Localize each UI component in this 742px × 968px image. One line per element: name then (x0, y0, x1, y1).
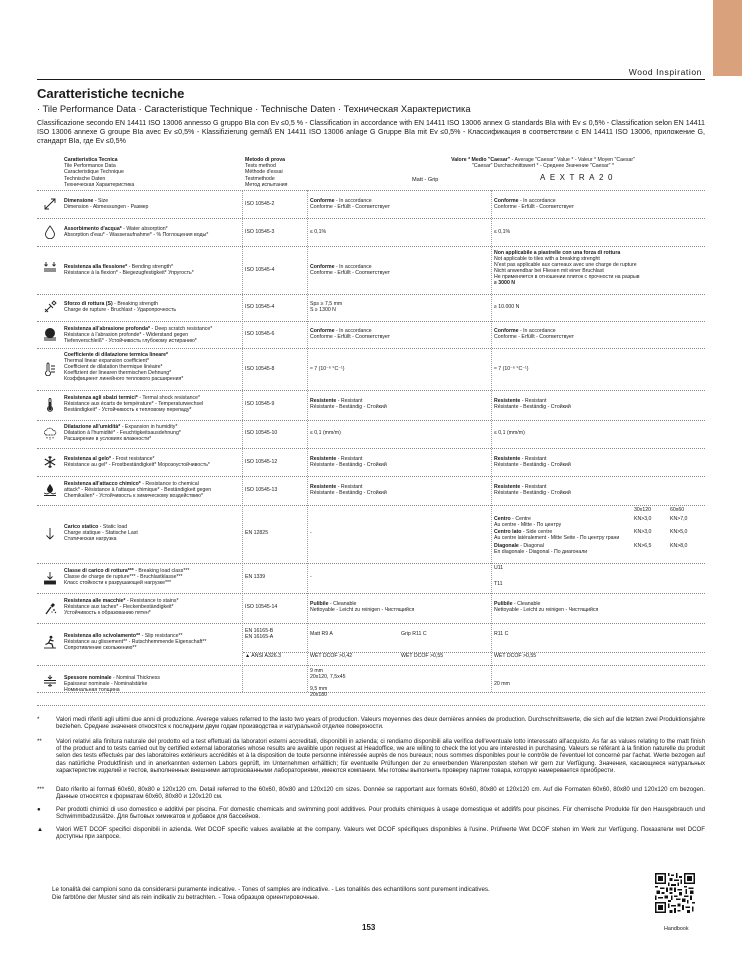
thermal-expansion-icon (43, 362, 57, 376)
row-method: ISO 10545-4 (245, 267, 275, 273)
load-class-v1: U11 (494, 565, 504, 571)
table-row (37, 190, 705, 218)
thickness-icon (43, 674, 57, 688)
table-row (37, 420, 705, 448)
row-label: Carico statico - Static load Charge statique - Statische Last Статическая нагрузка (64, 524, 138, 542)
header-method (245, 157, 287, 188)
static-diag-v1: KN>6,5 (634, 543, 652, 549)
row-label: Resistenza alle macchie* - Resistance to stains* Résistance aux taches* - Fleckenbeständigkeit* Устойчивость к образованию пятен* (64, 598, 179, 616)
slip-icon (43, 635, 57, 649)
table-row (37, 448, 705, 476)
row-value-matt: Conforme - In accordance Conforme - Erfüllt - Соответствует (310, 264, 390, 276)
row-value-matt: Sp≥ ≥ 7,5 mm S ≥ 1300 N (310, 301, 343, 313)
row-label: Dilatazione all'umidità* - Expansion in humidity* Dilatation à l'humidité* - Feuchtigkeitsausdehnung* Расширение в условиях влажности* (64, 424, 181, 442)
header-method-title: Metodo di prova (245, 157, 286, 163)
row-value-matt: Pulibile - Cleanable Nettoyable - Leicht zu reinigen - Чистящийся (310, 601, 415, 613)
header-method-line: Méthode d'essai (245, 169, 283, 176)
classification-text: Classificazione secondo EN 14411 ISO 13006 annesso G gruppo BIa con Ev ≤0,5 % - Classification in accordance with EN 14411 ISO 13006 annex G standards BIa with Ev ≤ 0,5% - Classification selon EN 14411 ISO 13006 annexe G groupe BIa avec Ev ≤0,5% - Klassifizierung gemäß EN 14411 ISO 13006 anlage G Gruppe BIa mit Ev ≤0,5% - Классификация в соответствии с EN 14411 ISO 13006, приложение G, стандарт BIa, где Ev ≤0,5% (37, 119, 705, 145)
page-number: 153 (362, 923, 376, 932)
row-method: ISO 10545-12 (245, 459, 278, 465)
row-value-aextra: ≤ 0,1% (494, 229, 511, 235)
row-value-aextra: Non applicabile a piastrelle con una forza di rottura Not applicable to tiles with a breaking strenght N'est pas applicable aux carreaux avec une charge de rupture Nicht anwendbar bei Fliesen mit einer Bruchlast Не применяется в отношении плиток с прочности на разрыв ≥ 3000 N (494, 250, 640, 286)
load-class-v2: T11 (494, 581, 503, 587)
row-label: Resistenza al gelo* - Frost resistance* Résistance au gel* - Frostbeständigkeit* Морозоустойчивость* (64, 456, 210, 468)
stain-icon (43, 601, 57, 615)
static-centro-label: Centro - Centre Au centre - Mitte - По центру (494, 516, 562, 528)
static-lato-label: Centro lato - Side centre Au centre latéralement - Mitte Seite - По центру грани (494, 529, 620, 541)
header-matt-grip: Matt - Grip (412, 177, 439, 183)
table-row (37, 593, 705, 623)
footnote-mark: ** (37, 738, 42, 745)
ansi-grip-value: WET DCOF >0,55 (401, 653, 444, 659)
slip-grip-value: Grip R11 C (401, 631, 427, 637)
row-value-aextra: Pulibile - Cleanable Nettoyable - Leicht zu reinigen - Чистящийся (494, 601, 599, 613)
static-load-col-30x120: 30x120 (634, 507, 652, 513)
static-lato-v1: KN>3,0 (634, 529, 652, 535)
row-value-aextra: ≤ 0,1 (mm/m) (494, 430, 525, 436)
footnote (37, 786, 705, 800)
row-method: ISO 10545-2 (245, 201, 275, 207)
header-characteristic (64, 157, 134, 188)
disclaimer-line: Die farbtöne der Muster sind als rein indikativ zu betrachten. - Тона образцов ориентировочные. (52, 893, 320, 901)
static-load-icon (43, 527, 57, 541)
row-value-aextra: Resistente - Resistant Résistante - Beständig - Стойкий (494, 484, 571, 496)
row-value-aextra: Resistente - Resistant Résistante - Beständig - Стойкий (494, 456, 571, 468)
footnote (37, 738, 705, 774)
static-centro-v2: KN>7,0 (670, 516, 688, 522)
row-label: Assorbimento d'acqua* - Water absorption* Absorption d'eau* - Wasseraufnahme* - % Поглощения воды* (64, 226, 209, 238)
table-row (37, 348, 705, 390)
row-method: ISO 10545-9 (245, 401, 275, 407)
load-class-icon (43, 571, 57, 585)
static-lato-v2: KN>5,0 (670, 529, 688, 535)
footnote-text: Per prodotti chimici di uso domestico e additivi per piscina. For domestic chemicals and swimming pool additives. Pour produits chimiques à usage domestique et addififs pour piscines. Für chemische Produkte für den Hausgebrauch und Schwimmbadzusätze. Для бытовых химикатов и добавок для бассейнов. (56, 806, 705, 821)
thermometer-icon (43, 398, 57, 412)
thickness-aextra-value: 20 mm (494, 681, 510, 687)
row-value-aextra: Conforme - In accordance Conforme - Erfüllt - Соответствует (494, 198, 574, 210)
footnote-text: Valori relativi alla finitura naturale del prodotto ed a test effettuati da laboratori esterni accreditati, disponibili in azienda; ci rendiamo disponibili alla verifica dell'eventuale lotto interessato all'acquisto. As far as values relating to the matt finish of the product and to tests carried out by certified external laboratories whose results are avalible upon request at Headoffice, we are willing to check the lot you are interested in purchasing. Valeurs se référant à la finition naturelle du produit selon des tests effectués par des laboratoires extérieurs accrédités et à la disposition de toute personne intéressée auprès de nos bureaux; nous sommes disponibles pour le contrôle de l'eventuel lot concerné par l'achat. Werte bezogen auf das natürliche Produktfinish und in anerkannten externen Labors geprüft, im Unternehmen erhältlich; für eventuelle Prüfungen der zu erwerbenden Warenposten stehen wir gern zur Verfügung. Значения, касающиеся натуральных характеристик изделий и тестов, выполненных внешними авторизованными лабораториями, имеются компании. Мы готовы выполнить проверку партии товара, которую намеревается приобрести. (56, 738, 705, 774)
row-value-aextra: Resistente - Resistant Résistante - Beständig - Стойкий (494, 398, 571, 410)
row-label: Resistenza allo scivolamento** - Slip resistance** Résistance au glissement** - Rutschhemmende Eigenschaft** Сопротивление скольжению** (64, 633, 207, 651)
footnote-mark: ▲ (37, 826, 44, 833)
header-aextra: AEXTRA20 (540, 173, 617, 182)
table-row (37, 665, 705, 703)
static-diag-v2: KN>8,0 (670, 543, 688, 549)
row-label: Sforzo di rottura (S) - Breaking strength Charge de rupture - Bruchlast - Ударопрочность (64, 301, 177, 313)
ansi-label: ▲ ANSI A326.3 (245, 653, 281, 659)
header-char-line: Tile Performance Data (64, 163, 116, 170)
header-char-line: Техническая Характеристика (64, 181, 135, 188)
row-value-aextra: ≥ 10.000 N (494, 304, 520, 310)
footnote (37, 716, 705, 730)
header-method-line: Testmethode (245, 175, 275, 182)
ansi-aextra-value: WET DCOF >0,55 (494, 653, 537, 659)
header-char-title: Caratteristica Tecnica (64, 157, 118, 163)
row-value-matt: - (310, 530, 312, 536)
row-label: Resistenza all'abrasione profonda* - Deep scratch resistance* Résistance à l'abrasion profonde* - Widerstand gegen Tiefenverschleiß* - Устойчивость глубокому истиранию* (64, 326, 213, 344)
table-row (37, 294, 705, 321)
table-row (37, 218, 705, 246)
footnote (37, 806, 705, 820)
qr-code-icon[interactable] (655, 873, 695, 913)
header-value-title: Valore * Medio "Caesar" (451, 157, 511, 163)
disclaimer (52, 886, 490, 901)
table-row (37, 246, 705, 294)
row-method: EN 12825 (245, 530, 269, 536)
row-value-matt: Conforme - In accordance Conforme - Erfüllt - Соответствует (310, 198, 390, 210)
header-value (398, 157, 688, 169)
row-method: ISO 10545-10 (245, 430, 278, 436)
thickness-matt-values: 9 mm 20x120, 7,5x45 9,5 mm 20x180 (310, 668, 346, 698)
brand-label: Wood Inspiration (628, 67, 702, 77)
footnote-text: Valori WET DCOF specifici disponibili in azienda. Wet DCOF specific values available at the company. Valeurs wet DCOF spécifiques disponibles à l'usine. Prüfwerte Wet DCOF stehen im Werk zur Verfügung. Показатели wet DCOF доступны при запросе. (56, 826, 705, 841)
slip-aextra-value: R11 C (494, 631, 509, 637)
header-value-rest: - Average "Caesar" Value * - Valeur * Moyen "Caesar" (511, 157, 635, 163)
row-label: Dimensione - Size Dimension - Abmessungen - Размер (64, 198, 149, 210)
arrows-dimension-icon (43, 197, 57, 211)
table-row (37, 623, 705, 665)
page-subtitle: · Tile Performance Data · Caracteristique Technique · Technische Daten · Техническая Характеристика (37, 103, 471, 114)
row-value-matt: ≤ 0,1 (mm/m) (310, 430, 341, 436)
table-row (37, 476, 705, 505)
row-value-matt: - (310, 574, 312, 580)
slip-matt-value: Matt R9 A (310, 631, 333, 637)
row-method: ISO 10545-6 (245, 331, 275, 337)
footnote (37, 826, 705, 840)
table-row (37, 321, 705, 348)
table-row (37, 563, 705, 593)
row-method: EN 1339 (245, 574, 266, 580)
disclaimer-line: Le tonalità dei campioni sono da considerarsi puramente indicative. - Tones of samples are indicative. - Les tonalités des echantillons sont purement indicatives. (52, 886, 490, 893)
footnote-mark: * (37, 716, 40, 723)
header-method-line: Метод испытания (245, 181, 288, 188)
page-title: Caratteristiche tecniche (37, 86, 185, 101)
row-label: Coefficiente di dilatazione termica lineare* Thermal linear expansion coefficient* Coefficient de dilatation thermique linéaire* Koeffizient der linearen thermischen Dehnung* Коэффициент линейного теплового расширения* (64, 352, 184, 382)
row-label: Spessore nominale - Nominal Thickness Epaisseur nominale - Nominalstärke Номинальная толщина (64, 675, 160, 693)
row-label: Classe di carico di rottura*** - Breaking load class*** Classe de charge de rupture*** - Bruchlastklasse*** Класс стойкости к разрушающей нагрузке*** (64, 568, 190, 586)
bending-strength-icon (43, 261, 57, 275)
row-method: ISO 10545-13 (245, 487, 278, 493)
row-label: Resistenza all'attacco chimico* - Resistance to chemical attack* - Résistance à l'attaque chimique* - Beständigkeit gegen Chemikalien* - Устойчивость к химическому воздействию* (64, 481, 212, 499)
static-centro-v1: KN>3,0 (634, 516, 652, 522)
header-char-line: Technische Daten (64, 175, 106, 182)
static-load-col-60x60: 60x60 (670, 507, 685, 513)
header-method-line: Tests method (245, 163, 276, 170)
color-tab (713, 0, 742, 76)
footnote-mark: ● (37, 806, 41, 813)
row-value-matt: Conforme - In accordance Conforme - Erfüllt - Соответствует (310, 328, 390, 340)
abrasion-icon (43, 327, 57, 341)
table-row (37, 505, 705, 563)
footnote-text: Valori medi riferiti agli ultimi due anni di produzione. Averege values referred to the lasto two years of production. Valeurs moyennes des deux dernières années de production. Durchschnittswerte, die sich auf die letzten zwei Produktionsjahre beziehen. Средние значения относятся к последним двум годам производства и натуральной отделке поверхности. (56, 716, 705, 731)
row-value-matt: Resistente - Resistant Résistante - Beständig - Стойкий (310, 484, 387, 496)
row-divider (243, 652, 705, 653)
row-divider (37, 705, 705, 706)
row-label: Resistenza alla flessione* - Bending strength* Résistance à la flexion* - Biegezugfestigkeit* Упругость* (64, 264, 194, 276)
row-value-matt: Resistente - Resistant Résistante - Beständig - Стойкий (310, 398, 387, 410)
header-value-line2: "Caesar" Durchschnittswert * - Среднее Значение "Caesar" * (472, 163, 614, 170)
row-value-matt: Resistente - Resistant Résistante - Beständig - Стойкий (310, 456, 387, 468)
row-value-aextra: Conforme - In accordance Conforme - Erfüllt - Соответствует (494, 328, 574, 340)
breaking-strength-icon (43, 300, 57, 314)
humidity-cloud-icon (43, 427, 57, 441)
ansi-matt-value: WET DCOF >0,42 (310, 653, 353, 659)
footnote-text: Dato riferito ai formati 60x60, 80x80 e 120x120 cm. Detail referred to the 60x60, 80x80 and 120x120 cm sizes. Donnée se rapportant aux formats 60x60, 80x80 et 120x120 cm. Auf die Formaten 60x60, 80x80 und 120x120 cm bezogen. Данные относятся к форматам 60x60, 80x80 и 120x120 см. (56, 786, 705, 801)
static-diag-label: Diagonale - Diagonal En diagonale - Diagonal - По диагонали (494, 543, 588, 555)
row-method: ISO 10545-8 (245, 366, 275, 372)
row-method: ISO 10545-14 (245, 604, 278, 610)
row-method: ISO 10545-3 (245, 229, 275, 235)
row-method: ISO 10545-4 (245, 304, 275, 310)
row-label: Resistenza agli sbalzi termici* - Termal shock resistance* Résistance aux écarts de température* - Temperaturwechsel Beständigkeit* - Устойчивость к тепловому перепаду* (64, 395, 204, 413)
row-value-matt: ≤ 0,1% (310, 229, 327, 235)
row-method: EN 16165-B EN 16165-A (245, 628, 274, 640)
row-value-aextra: ≈ 7 (10⁻⁶ °C⁻¹) (494, 366, 529, 372)
table-row (37, 390, 705, 420)
footnote-mark: *** (37, 786, 45, 793)
chemical-icon (43, 483, 57, 497)
water-drop-icon (43, 225, 57, 239)
snowflake-icon (43, 455, 57, 469)
handbook-label: Handbook (664, 926, 689, 932)
row-value-matt: ≈ 7 (10⁻⁶ °C⁻¹) (310, 366, 345, 372)
header-char-line: Caracteristique Technique (64, 169, 124, 176)
top-rule (37, 79, 705, 80)
